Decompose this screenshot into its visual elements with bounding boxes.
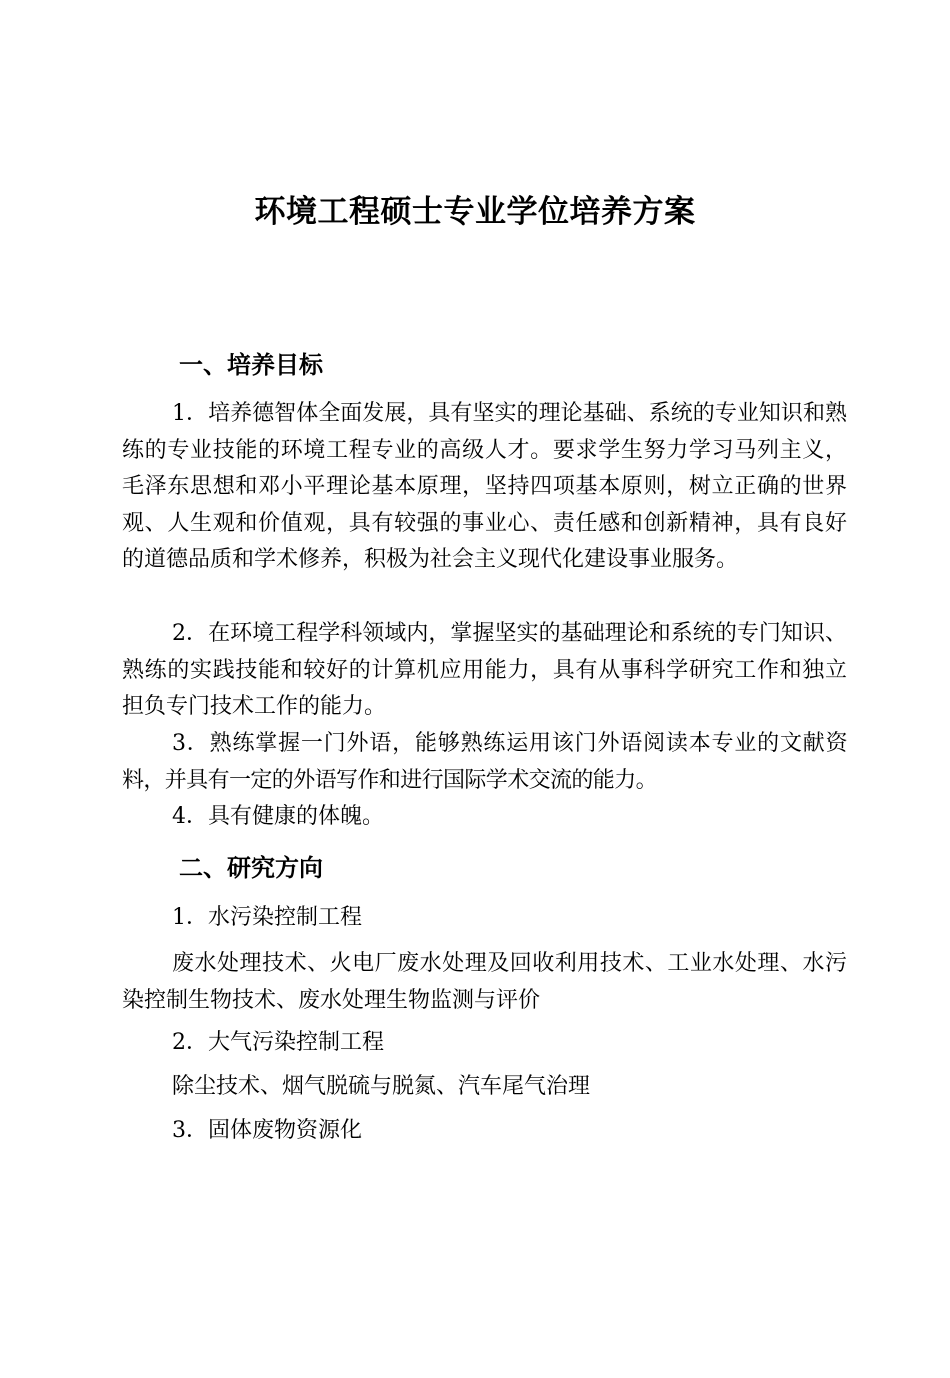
direction-desc-2: 除尘技术、烟气脱硫与脱氮、汽车尾气治理 [172, 1074, 591, 1099]
goal-paragraph-2: 2．在环境工程学科领域内，掌握坚实的基础理论和系统的专门知识、熟练的实践技能和较好的计算机应用能力，具有从事科学研究工作和独立担负专门技术工作的能力。 [122, 621, 847, 720]
document-title: 环境工程硕士专业学位培养方案 [254, 194, 696, 230]
goal-paragraph-3: 3．熟练掌握一门外语，能够熟练运用该门外语阅读本专业的文献资料，并具有一定的外语写作和进行国际学术交流的能力。 [122, 731, 847, 793]
goal-paragraph-1: 1．培养德智体全面发展，具有坚实的理论基础、系统的专业知识和熟练的专业技能的环境工程专业的高级人才。要求学生努力学习马列主义，毛泽东思想和邓小平理论基本原理，坚持四项基本原则，树立正确的世界观、人生观和价值观，具有较强的事业心、责任感和创新精神，具有良好的道德品质和学术修养，积极为社会主义现代化建设事业服务。 [122, 401, 847, 573]
section-heading-training-goals: 一、培养目标 [179, 351, 323, 379]
direction-title-2: 2．大气污染控制工程 [172, 1030, 384, 1055]
direction-desc-1: 废水处理技术、火电厂废水处理及回收利用技术、工业水处理、水污染控制生物技术、废水处理生物监测与评价 [122, 951, 847, 1013]
goal-paragraph-4: 4．具有健康的体魄。 [172, 804, 384, 829]
section-heading-research-directions: 二、研究方向 [179, 854, 323, 882]
direction-title-1: 1．水污染控制工程 [172, 905, 362, 930]
direction-title-3: 3．固体废物资源化 [172, 1118, 362, 1143]
